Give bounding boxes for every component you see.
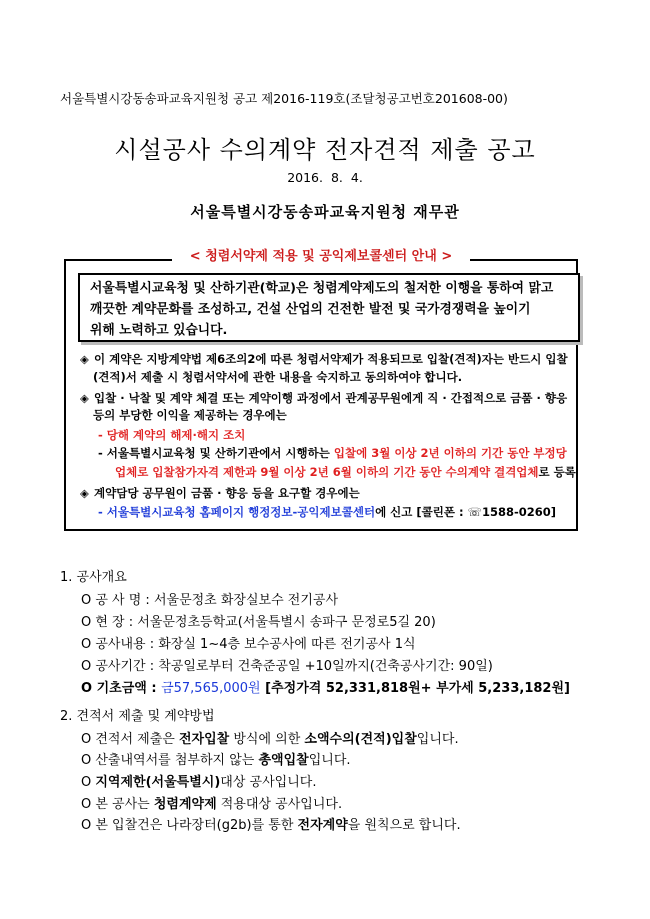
- diamond-bullet-icon: ◈: [80, 352, 89, 366]
- list-item: [81, 677, 570, 696]
- list-item: O 공사내용 : 화장실 1~4층 보수공사에 따른 전기공사 1식: [81, 637, 416, 652]
- issuer: 서울특별시강동송파교육지원청 재무관: [190, 203, 460, 221]
- notice-text: 업체로 입찰참가자격 제한과 9월 이상 2년 6월 이하의 기간 동안 수의계약 결격업체: [115, 465, 539, 479]
- notice-text: 계약담당 공무원이 금품 · 향응 등을 요구할 경우에는: [94, 486, 360, 500]
- notice-sub-item: [98, 445, 567, 461]
- list-item: O 본 입찰건은 나라장터(g2b)를 통한 전자계약을 원칙으로 합니다.: [81, 818, 461, 833]
- list-item: O 견적서 제출은 전자입찰 방식에 의한 소액수의(견적)입찰입니다.: [81, 732, 459, 747]
- notice-text: - 서울특별시교육청 홈페이지 행정정보-공익제보콜센터: [98, 505, 376, 519]
- notice-intro-line: 위해 노력하고 있습니다.: [90, 323, 228, 338]
- diamond-bullet-icon: ◈: [80, 391, 89, 405]
- announcement-date: 2016. 8. 4.: [287, 170, 363, 185]
- list-item: O 현 장 : 서울문정초등학교(서울특별시 송파구 문정로5길 20): [81, 615, 436, 630]
- notice-bullet-2: [80, 390, 567, 406]
- notice-intro-line: 서울특별시교육청 및 산하기관(학교)은 청렴계약제도의 철저한 이행을 통하여 맑고: [90, 281, 554, 296]
- notice-text: 등의 부당한 이익을 제공하는 경우에는: [93, 408, 287, 422]
- notice-bullet-3: [80, 485, 360, 501]
- notice-text: 이 계약은 지방계약법 제6조의2에 따른 청렴서약제가 적용되므로 입찰(견적)자는 반드시 입찰: [94, 352, 568, 366]
- announcement-number: 서울특별시강동송파교육지원청 공고 제2016-119호(조달청공고번호201608-00): [60, 91, 508, 106]
- list-item: O 공사기간 : 착공일로부터 건축준공일 +10일까지(건축공사기간: 90일): [81, 659, 493, 674]
- notice-text: 로 등록: [538, 465, 576, 479]
- notice-text: 입찰 · 낙찰 및 계약 체결 또는 계약이행 과정에서 관계공무원에게 직 · 간접적으로 금품 · 향응: [94, 391, 568, 405]
- notice-sub-item: [98, 504, 556, 520]
- notice-intro: [78, 273, 580, 342]
- diamond-bullet-icon: ◈: [80, 486, 89, 500]
- notice-box-title: < 청렴서약제 적용 및 공익제보콜센터 안내 >: [172, 244, 470, 270]
- list-item-label: O 기초금액 :: [81, 681, 162, 696]
- base-amount: 금57,565,000원: [161, 681, 261, 696]
- list-item: O 지역제한(서울특별시)대상 공사입니다.: [81, 775, 317, 790]
- list-item: O 공 사 명 : 서울문정초 화장실보수 전기공사: [81, 593, 339, 608]
- list-item: O 산출내역서를 첨부하지 않는 총액입찰입니다.: [81, 753, 351, 768]
- page-title: 시설공사 수의계약 전자견적 제출 공고: [114, 136, 536, 164]
- section-title: 2. 견적서 제출 및 계약방법: [60, 709, 215, 724]
- notice-text: - 서울특별시교육청 및 산하기관에서 시행하는: [98, 446, 334, 460]
- notice-sub-item-cont: [115, 464, 576, 480]
- notice-text: 에 신고 [콜린폰 : ☏1588-0260]: [375, 505, 557, 519]
- notice-bullet-1: [80, 351, 568, 367]
- list-item: O 본 공사는 청렴계약제 적용대상 공사입니다.: [81, 797, 343, 812]
- notice-text: (견적)서 제출 시 청렴서약서에 관한 내용을 숙지하고 동의하여야 합니다.: [93, 370, 463, 384]
- notice-intro-line: 깨끗한 계약문화를 조성하고, 건설 산업의 건전한 발전 및 국가경쟁력을 높이기: [90, 302, 531, 317]
- base-amount-detail: [추정가격 52,331,818원+ 부가세 5,233,182원]: [260, 681, 570, 696]
- section-title: 1. 공사개요: [60, 570, 127, 585]
- notice-sub-item: - 당해 계약의 해제·해지 조치: [98, 428, 246, 442]
- notice-text: 입찰에 3월 이상 2년 이하의 기간 동안 부정당: [333, 446, 567, 460]
